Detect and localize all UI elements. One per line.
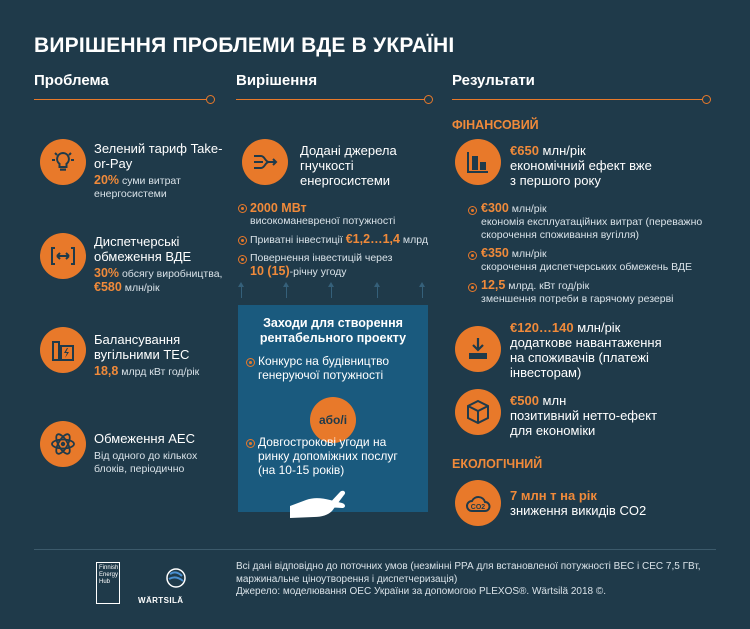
measure-2: Довгострокові угоди на ринку допоміжних послуг (на 10-15 років) bbox=[258, 435, 398, 477]
problem-title: Диспетчерські обмеження ВДЕ bbox=[94, 234, 192, 264]
result-net bbox=[510, 393, 660, 438]
financial-label: ФІНАНСОВИЙ bbox=[452, 118, 539, 132]
page-title: ВИРІШЕННЯ ПРОБЛЕМИ ВДЕ В УКРАЇНІ bbox=[34, 34, 455, 57]
arrow-up-icon bbox=[241, 284, 242, 298]
result-text: зменшення потреби в гарячому резерві bbox=[481, 293, 674, 305]
result-text: скорочення диспетчерських обмежень ВДЕ bbox=[481, 261, 692, 273]
divider-solution bbox=[236, 99, 428, 100]
problem-text: суми витрат енергосистеми bbox=[94, 175, 181, 200]
result-text: позитивний нетто-ефект для економіки bbox=[510, 408, 658, 438]
result-unit: млн/рік bbox=[542, 143, 586, 158]
bullet-icon bbox=[468, 251, 477, 260]
solution-item-2 bbox=[250, 233, 435, 247]
result-main bbox=[510, 143, 660, 188]
result-text: економічний ефект вже з першого року bbox=[510, 158, 652, 188]
result-value: 7 млн т на рік bbox=[510, 488, 597, 503]
flexible-flow-icon bbox=[242, 139, 288, 185]
problem-text: Від одного до кількох блоків, періодично bbox=[94, 450, 198, 475]
bullet-icon bbox=[246, 358, 255, 367]
divider-problem bbox=[34, 99, 210, 100]
problem-title: Балансування вугільними ТЕС bbox=[94, 332, 190, 362]
header-problem: Проблема bbox=[34, 72, 109, 89]
factory-icon bbox=[40, 327, 86, 373]
problem-3 bbox=[94, 332, 224, 379]
problem-value: 18,8 bbox=[94, 364, 119, 378]
result-text: зниження викидів CO2 bbox=[510, 503, 647, 518]
divider-dot bbox=[424, 95, 433, 104]
solution-item-value: 10 (15) bbox=[250, 264, 290, 278]
solution-item-text: Приватні інвестиції bbox=[250, 234, 343, 246]
problem-text: обсягу виробництва, bbox=[121, 268, 223, 280]
result-unit: млрд. кВт год/рік bbox=[508, 280, 590, 292]
problem-value: 20% bbox=[94, 173, 120, 187]
result-sub-1 bbox=[481, 202, 721, 242]
footer-note: Всі дані відповідно до поточних умов (незмінні РРА для встановленої потужності ВЕС і СЕС 7,5 ГВт, маржинальне ціноутворення і диспетчеризація) bbox=[236, 561, 701, 585]
divider-dot bbox=[206, 95, 215, 104]
arrow-up-icon bbox=[286, 284, 287, 298]
problem-1 bbox=[94, 141, 224, 201]
result-sub-3 bbox=[481, 279, 721, 306]
divider-dot bbox=[702, 95, 711, 104]
atom-icon bbox=[40, 421, 86, 467]
result-value: €350 bbox=[481, 246, 509, 260]
problem-title: Обмеження АЕС bbox=[94, 431, 195, 446]
problem-4 bbox=[94, 431, 224, 476]
box-icon bbox=[455, 389, 501, 435]
result-value: €120…140 bbox=[510, 320, 574, 335]
or-badge: або/і bbox=[310, 397, 356, 443]
arrow-up-icon bbox=[377, 284, 378, 298]
lightbulb-icon bbox=[40, 139, 86, 185]
result-unit: млн/рік bbox=[577, 320, 621, 335]
header-results: Результати bbox=[452, 72, 535, 89]
problem-value-2: €580 bbox=[94, 280, 122, 294]
arrows-brackets-icon bbox=[40, 233, 86, 279]
chart-icon bbox=[455, 139, 501, 185]
svg-text:CO2: CO2 bbox=[470, 504, 486, 511]
solution-item-text: високоманевреної потужності bbox=[250, 215, 396, 227]
footer-divider bbox=[34, 549, 716, 550]
measures-title: Заходи для створення рентабельного проекту bbox=[259, 316, 407, 345]
result-eco bbox=[510, 488, 670, 518]
bullet-icon bbox=[468, 283, 477, 292]
problem-2 bbox=[94, 234, 224, 295]
problem-title: Зелений тариф Take-or-Pay bbox=[94, 141, 223, 171]
result-unit: млн/рік bbox=[511, 248, 547, 260]
result-value: €500 bbox=[510, 393, 539, 408]
solution-title bbox=[300, 143, 425, 188]
footer-notes bbox=[236, 561, 716, 599]
arrow-up-icon bbox=[331, 284, 332, 298]
problem-value: 30% bbox=[94, 266, 120, 280]
solution-item-text: Повернення інвестицій через bbox=[250, 252, 393, 264]
solution-item-unit: млрд bbox=[402, 234, 428, 246]
solution-item-value: €1,2…1,4 bbox=[345, 232, 400, 246]
solution-item-unit: -річну угоду bbox=[289, 266, 347, 278]
header-solution: Вирішення bbox=[236, 72, 318, 89]
ecological-label: ЕКОЛОГІЧНИЙ bbox=[452, 457, 543, 471]
result-text: додаткове навантаження на споживачів (платежі інвесторам) bbox=[510, 335, 662, 380]
solution-item-3 bbox=[250, 252, 400, 279]
bullet-icon bbox=[238, 204, 247, 213]
result-value: €300 bbox=[481, 201, 509, 215]
result-text: економія експлуатаційних витрат (переважно скорочення споживання вугілля) bbox=[481, 216, 703, 241]
result-unit: млн bbox=[542, 393, 567, 408]
measure-1: Конкурс на будівництво генеруючої потужності bbox=[258, 354, 390, 382]
result-value: 12,5 bbox=[481, 278, 506, 292]
finnish-energy-hub-logo: Finnish Energy Hub bbox=[96, 562, 120, 604]
solution-item-1 bbox=[250, 201, 430, 228]
solution-item-value: 2000 МВт bbox=[250, 201, 307, 215]
result-sub-2 bbox=[481, 247, 721, 274]
problem-text: млрд кВт год/рік bbox=[121, 366, 200, 378]
result-load bbox=[510, 320, 670, 380]
hand-icon bbox=[286, 480, 356, 520]
wartsila-logo-text: WÄRTSILÄ bbox=[138, 596, 184, 605]
result-value: €650 bbox=[510, 143, 539, 158]
bullet-icon bbox=[246, 439, 255, 448]
bullet-icon bbox=[238, 255, 247, 264]
bullet-icon bbox=[238, 236, 247, 245]
problem-text-2: млн/рік bbox=[124, 282, 160, 294]
bullet-icon bbox=[468, 206, 477, 215]
divider-results bbox=[452, 99, 706, 100]
footer-source: Джерело: моделювання ОЕС України за допомогою PLEXOS®. Wärtsilä 2018 ©. bbox=[236, 586, 607, 597]
co2-cloud-icon bbox=[455, 480, 501, 526]
arrow-up-icon bbox=[422, 284, 423, 298]
solution-title-text: Додані джерела гнучкості енергосистеми bbox=[300, 143, 397, 188]
download-icon bbox=[455, 326, 501, 372]
result-unit: млн/рік bbox=[511, 203, 547, 215]
